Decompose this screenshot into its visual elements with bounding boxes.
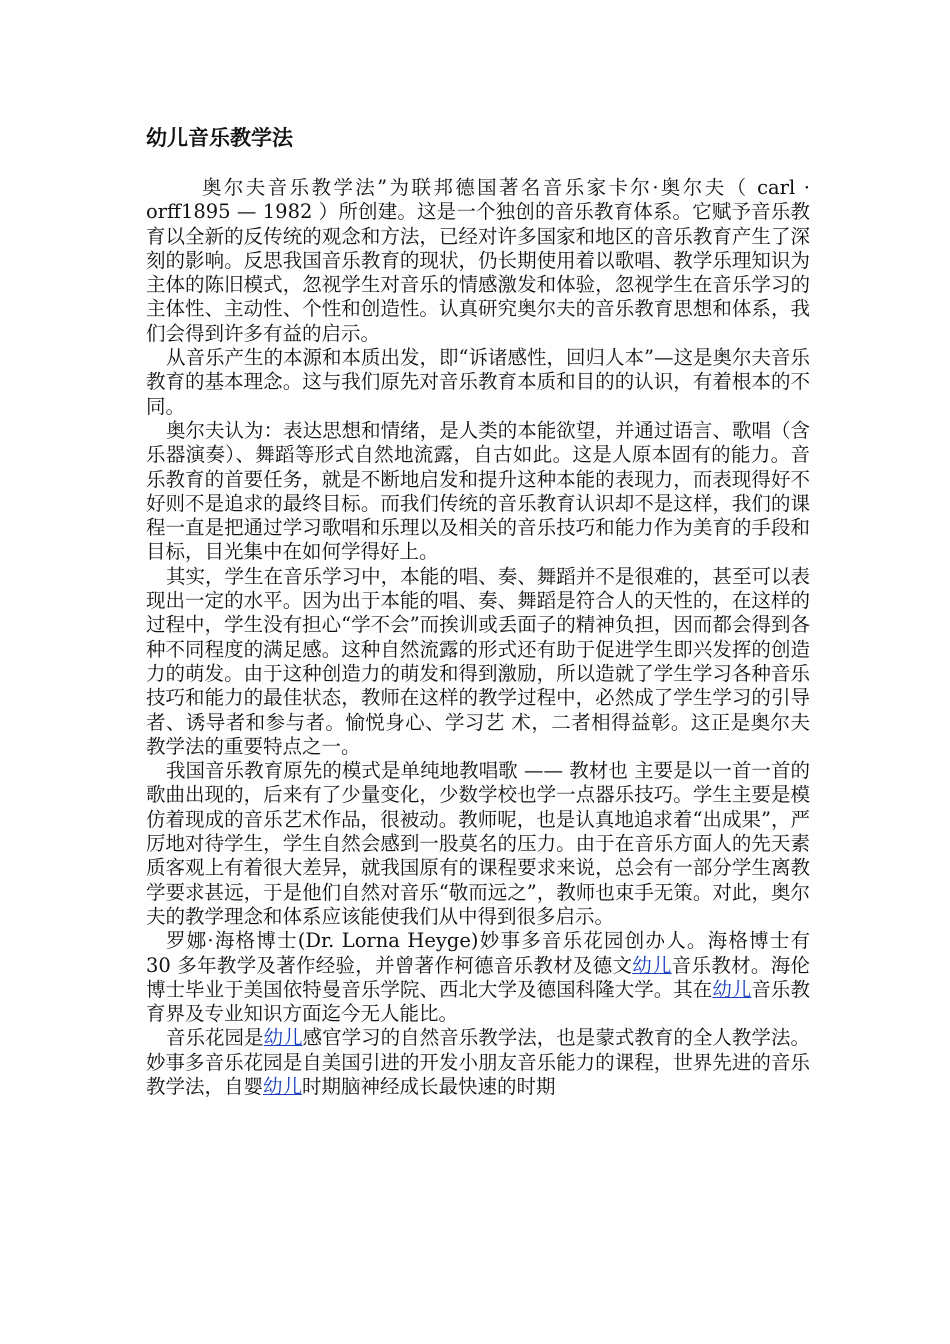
paragraph-3: 奥尔夫认为：表达思想和情绪，是人类的本能欲望，并通过语言、歌唱（含乐器演奏）、舞蹈等形式自然地流露，自古如此。这是人原本固有的能力。音乐教育的首要任务，就是不断地启发和提升这种本能的表现力，而表现得好不好则不是追求的最终目标。而我们传统的音乐教育认识却不是这样，我们的课程一直是把通过学习歌唱和乐理以及相关的音乐技巧和能力作为美育的手段和目标，目光集中在如何学得好上。 xyxy=(146,418,810,564)
paragraph-1: 奥尔夫音乐教学法”为联邦德国著名音乐家卡尔·奥尔夫（ carl · orff1895 — 1982 ）所创建。这是一个独创的音乐教育体系。它赋予音乐教育以全新的反传统的观念和方法，已经对许多国家和地区的音乐教育产生了深刻的影响。反思我国音乐教育的现状，仍长期使用着以歌唱、教学乐理知识为主体的陈旧模式，忽视学生对音乐的情感激发和体验，忽视学生在音乐学习的主体性、主动性、个性和创造性。认真研究奥尔夫的音乐教育思想和体系，我们会得到许多有益的启示。 xyxy=(146,176,810,345)
paragraph-6 xyxy=(146,929,810,1026)
paragraph-7-text-a: 音乐花园是 xyxy=(166,1026,264,1050)
link-youer-4[interactable]: 幼儿 xyxy=(263,1074,303,1098)
document-body xyxy=(146,176,810,1099)
link-youer-1[interactable]: 幼儿 xyxy=(632,953,672,977)
paragraph-6-text-a: 罗娜·海格博士(Dr. Lorna Heyge)妙事多音乐花园创办人。海格博士有 30 多年教学及著作经验，并曾著作柯德音乐教材及德文 xyxy=(146,929,810,977)
paragraph-7-text-c: 时期脑神经成长最快速的时期 xyxy=(302,1074,556,1098)
paragraph-5: 我国音乐教育原先的模式是单纯地教唱歌 —— 教材也 主要是以一首一首的歌曲出现的，后来有了少量变化，少数学校也学一点器乐技巧。学生主要是模仿着现成的音乐艺术作品，很被动。教师呢，也是认真地追求着“出成果”，严厉地对待学生，学生自然会感到一股莫名的压力。由于在音乐方面人的先天素质客观上有着很大差异，就我国原有的课程要求来说，总会有一部分学生离教学要求甚远，于是他们自然对音乐“敬而远之”，教师也束手无策。对此，奥尔夫的教学理念和体系应该能使我们从中得到很多启示。 xyxy=(146,759,810,928)
document-title: 幼儿音乐教学法 xyxy=(146,126,293,150)
link-youer-2[interactable]: 幼儿 xyxy=(712,977,752,1001)
paragraph-7-text-b: 感官学习的自然音乐教学法，也是蒙式教育的全人教学法。 妙事多音乐花园是自美国引进的开发小朋友音乐能力的课程，世界先进的音乐教学法，自婴 xyxy=(146,1026,810,1098)
paragraph-2: 从音乐产生的本源和本质出发，即“诉诸感性，回归人本”—这是奥尔夫音乐教育的基本理念。这与我们原先对音乐教育本质和目的的认识，有着根本的不同。 xyxy=(146,346,810,418)
link-youer-3[interactable]: 幼儿 xyxy=(263,1026,303,1050)
paragraph-7 xyxy=(146,1026,810,1099)
paragraph-6-text-c: 音乐教育界及专业知识方面迄今无人能比。 xyxy=(146,977,810,1026)
paragraph-6-text-b: 音乐教材。海伦博士毕业于美国依特曼音乐学院、西北大学及德国科隆大学。其在 xyxy=(146,953,810,1001)
paragraph-4: 其实，学生在音乐学习中，本能的唱、奏、舞蹈并不是很难的，甚至可以表现出一定的水平。因为出于本能的唱、奏、舞蹈是符合人的天性的，在这样的过程中，学生没有担心“学不会”而挨训或丢面子的精神负担，因而都会得到各种不同程度的满足感。这种自然流露的形式还有助于促进学生即兴发挥的创造力的萌发。由于这种创造力的萌发和得到激励，所以造就了学生学习各种音乐技巧和能力的最佳状态，教师在这样的教学过程中，必然成了学生学习的引导者、诱导者和参与者。愉悦身心、学习艺 术，二者相得益彰。这正是奥尔夫教学法的重要特点之一。 xyxy=(146,564,810,758)
